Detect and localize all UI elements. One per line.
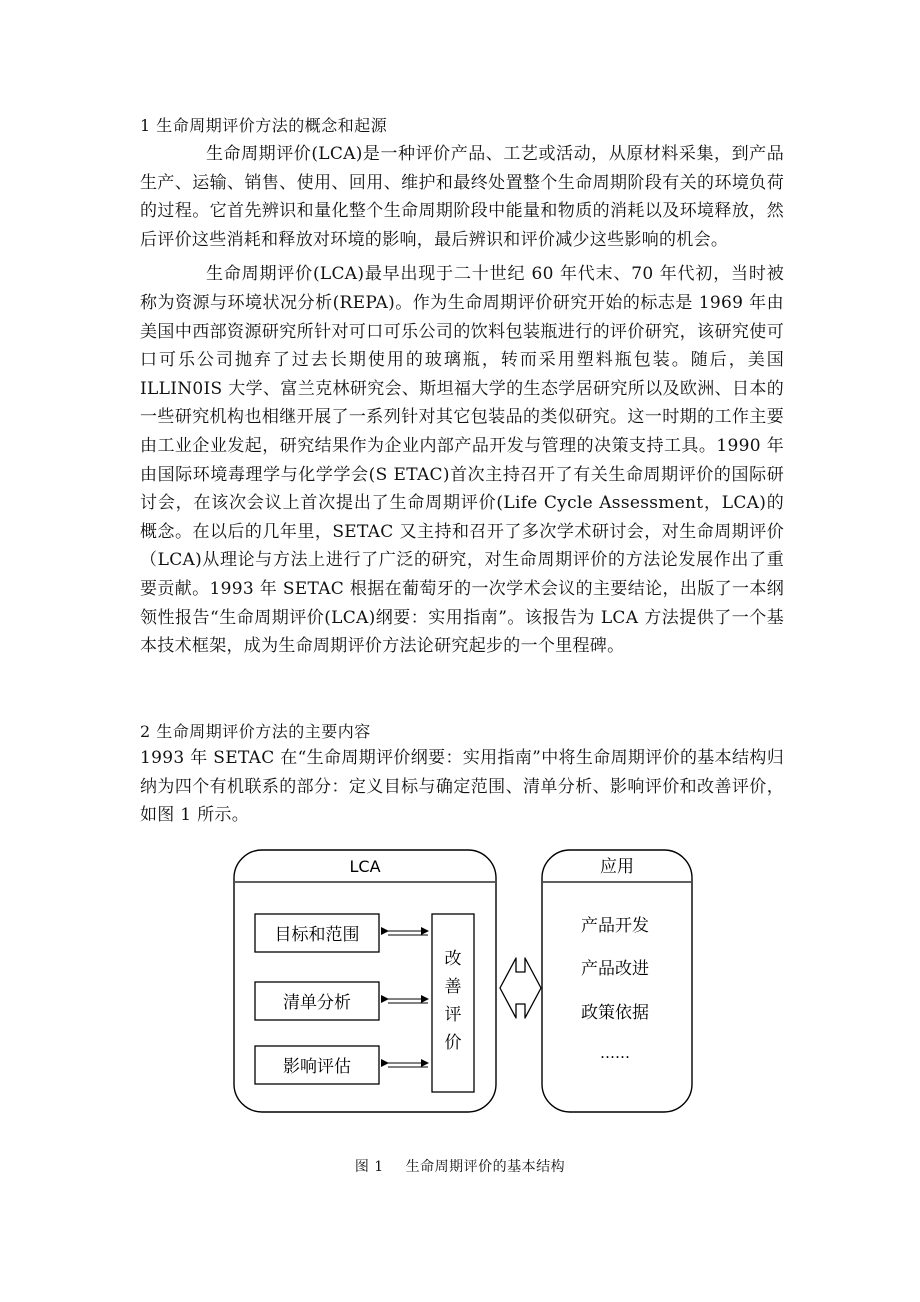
stage-box-goal-scope xyxy=(255,914,379,952)
application-item-3: 政策依据 xyxy=(581,1003,649,1023)
stage-label-goal-scope: 目标和范围 xyxy=(274,925,360,945)
lca-structure-diagram xyxy=(230,846,700,1118)
application-panel xyxy=(542,850,692,1112)
stage-label-inventory: 清单分析 xyxy=(283,993,351,1013)
improvement-char-1: 改 xyxy=(444,949,462,969)
improvement-char-3: 评 xyxy=(444,1005,462,1025)
lca-title: LCA xyxy=(349,857,381,876)
figure-lca-structure xyxy=(230,846,700,1118)
figure-number: 图 1 xyxy=(354,1159,384,1175)
paragraph-lca-history: 生命周期评价(LCA)最早出现于二十世纪 60 年代末、70 年代初，当时被称为资源与环境状况分析(REPA)。作为生命周期评价研究开始的标志是 1969 年由美国中西部资源研究所针对可口可乐公司的饮料包装瓶进行的评价研究，该研究使可口可乐公司抛弃了过去长期使用的玻璃瓶，转而采用塑料瓶包装。随后，美国 ILLIN0IS 大学、富兰克林研究会、斯坦福大学的生态学居研究所以及欧洲、日本的一些研究机构也相继开展了一系列针对其它包装品的类似研究。这一时期的工作主要由工业企业发起，研究结果作为企业内部产品开发与管理的决策支持工具。1990 年由国际环境毒理学与化学学会(S ETAC)首次主持召开了有关生命周期评价的国际研讨会，在该次会议上首次提出了生命周期评价(Life Cycle Assessment，LCA)的概念。在以后的几年里，SETAC 又主持和召开了多次学术研讨会，对生命周期评价（LCA)从理论与方法上进行了广泛的研究，对生命周期评价的方法论发展作出了重要贡献。1993 年 SETAC 根据在葡萄牙的一次学术会议的主要结论，出版了一本纲领性报告“生命周期评价(LCA)纲要：实用指南”。该报告为 LCA 方法提供了一个基本技术框架，成为生命周期评价方法论研究起步的一个里程碑。 xyxy=(140,264,784,657)
section-2-heading: 2 生命周期评价方法的主要内容 xyxy=(140,722,371,741)
stage-box-inventory xyxy=(255,982,379,1020)
application-title: 应用 xyxy=(600,857,634,877)
application-item-1: 产品开发 xyxy=(581,916,649,936)
stage-box-improvement xyxy=(432,914,474,1092)
application-item-4: …… xyxy=(600,1044,630,1062)
improvement-char-4: 价 xyxy=(444,1033,462,1053)
paragraph-lca-definition: 生命周期评价(LCA)是一种评价产品、工艺或活动，从原材料采集，到产品生产、运输、销售、使用、回用、维护和最终处置整个生命周期阶段有关的环境负荷的过程。它首先辨识和量化整个生命周期阶段中能量和物质的消耗以及环境释放，然后评价这些消耗和释放对环境的影响，最后辨识和评价减少这些影响的机会。 xyxy=(140,144,784,250)
section-2-body xyxy=(140,744,784,830)
section-1-body xyxy=(140,140,784,661)
stage-label-impact: 影响评估 xyxy=(283,1057,351,1077)
figure-caption xyxy=(0,1156,920,1176)
improvement-char-2: 善 xyxy=(444,977,462,997)
big-double-arrow xyxy=(500,958,541,1018)
application-item-2: 产品改进 xyxy=(581,959,649,979)
figure-caption-text: 生命周期评价的基本结构 xyxy=(405,1159,566,1175)
stage-box-impact xyxy=(255,1046,379,1084)
paragraph-lca-structure: 1993 年 SETAC 在“生命周期评价纲要：实用指南”中将生命周期评价的基本结构归纳为四个有机联系的部分：定义目标与确定范围、清单分析、影响评价和改善评价，如图 1 所示。 xyxy=(140,748,784,826)
section-1-heading: 1 生命周期评价方法的概念和起源 xyxy=(140,116,388,135)
